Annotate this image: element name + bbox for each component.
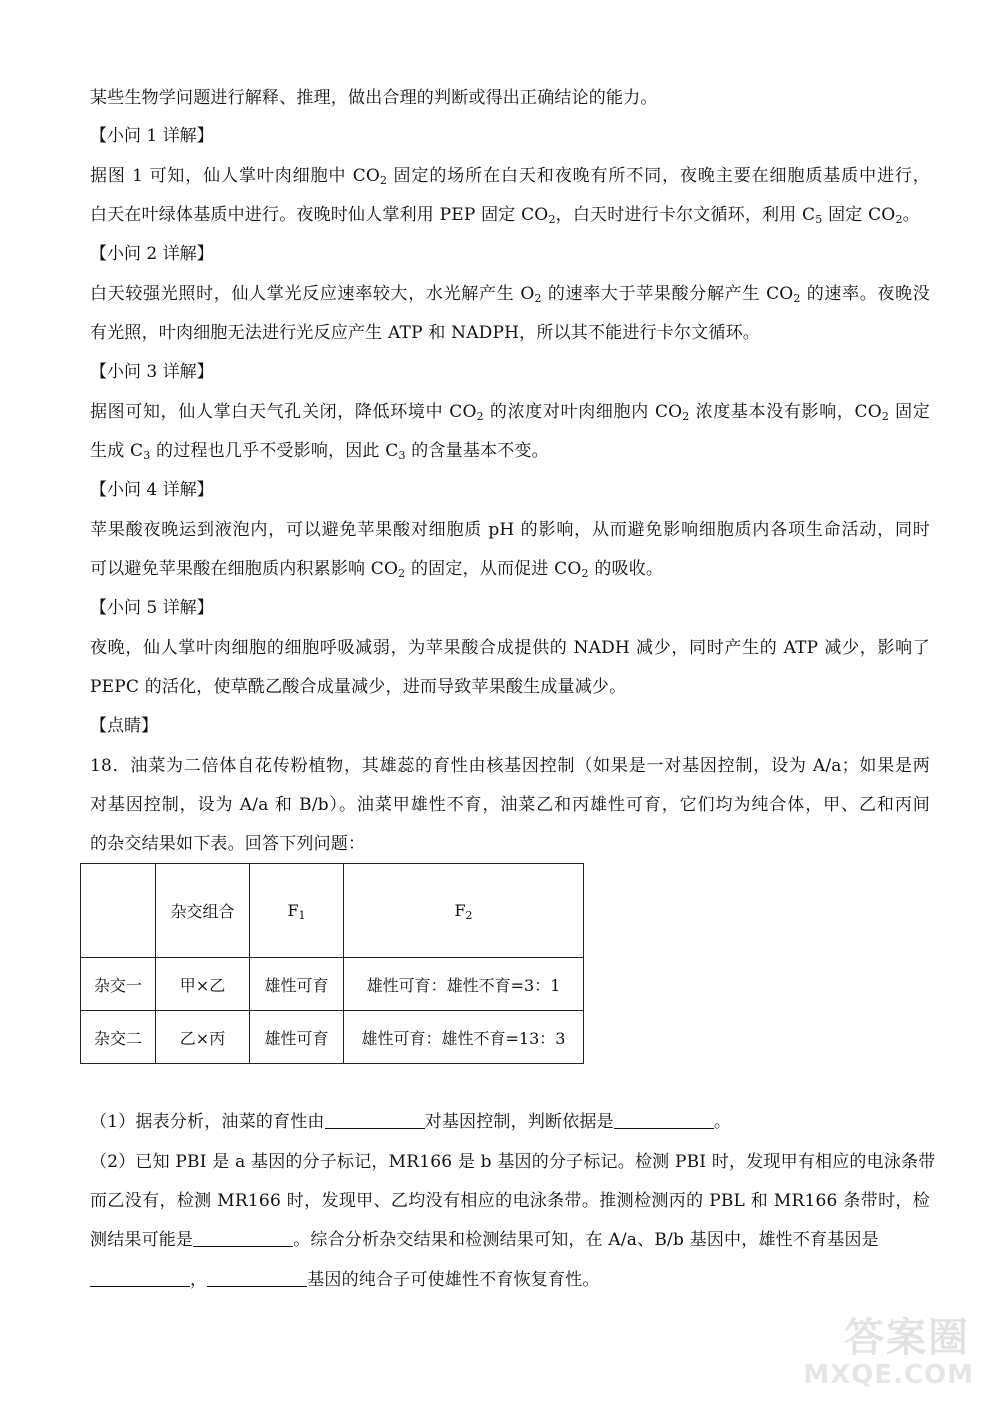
- sub-question-2-line-4: ， 基因的纯合子可使雄性不育恢复育性。: [90, 1268, 930, 1292]
- q18-line-1: 18．油菜为二倍体自花传粉植物，其雄蕊的育性由核基因控制（如果是一对基因控制，设为 A/a；如果是两: [90, 756, 930, 776]
- intro-text: 某些生物学问题进行解释、推理，做出合理的判断或得出正确结论的能力。: [90, 88, 658, 108]
- answer-blank[interactable]: [207, 1270, 307, 1287]
- q3-line-2: 生成 $C_3$ 的过程也几乎不受影响，因此 $C_3$ 的含量基本不变。: [90, 441, 549, 462]
- sub-question-2-line-2: 而乙没有，检测 MR166 时，发现甲、乙均没有相应的电泳条带。推测检测丙的 PBL 和 MR166 条带时，检: [90, 1191, 930, 1211]
- table-cell: 雄性可育: [250, 1011, 344, 1064]
- answer-blank[interactable]: [90, 1270, 190, 1287]
- table-row: [81, 1011, 584, 1064]
- q4-heading: 【小问 4 详解】: [90, 480, 214, 500]
- table-cell: 雄性可育: [250, 958, 344, 1011]
- table-header-cell: [81, 864, 156, 958]
- table-cell: 雄性可育：雄性不育=13：3: [344, 1011, 584, 1064]
- q18-line-2: 对基因控制，设为 A/a 和 B/b）。油菜甲雄性不育，油菜乙和丙雄性可育，它们均为纯合体，甲、乙和丙间: [90, 795, 930, 815]
- q2-line-2: 有光照，叶肉细胞无法进行光反应产生 ATP 和 NADPH，所以其不能进行卡尔文循环。: [90, 323, 760, 343]
- watermark-cn: 答案圈: [844, 1315, 970, 1361]
- table-header-cell: 杂交组合: [156, 864, 250, 958]
- q2-heading: 【小问 2 详解】: [90, 244, 214, 264]
- table-header-cell: $F_1$: [250, 864, 344, 958]
- watermark-logo: [788, 1302, 978, 1394]
- answer-blank[interactable]: [325, 1112, 425, 1129]
- q5-line-2: PEPC 的活化，使草酰乙酸合成量减少，进而导致苹果酸生成量减少。: [90, 677, 627, 697]
- table-header-cell: $F_2$: [344, 864, 584, 958]
- q1-heading: 【小问 1 详解】: [90, 126, 214, 146]
- answer-blank[interactable]: [193, 1230, 293, 1247]
- answer-blank[interactable]: [614, 1112, 714, 1129]
- table-row: [81, 958, 584, 1011]
- q3-line-1: 据图可知，仙人掌白天气孔关闭，降低环境中 $CO_2$ 的浓度对叶肉细胞内 $CO_2$ 浓度基本没有影响，$CO_2$ 固定: [90, 402, 931, 423]
- sub-question-2-line-1: （2）已知 PBI 是 a 基因的分子标记，MR166 是 b 基因的分子标记。检测 PBI 时，发现甲有相应的电泳条带: [90, 1152, 936, 1172]
- q1-line-1: 据图 1 可知，仙人掌叶肉细胞中 $CO_2$ 固定的场所在白天和夜晚有所不同，夜晚主要在细胞质基质中进行，: [90, 166, 930, 187]
- table-cell: 雄性可育：雄性不育=3：1: [344, 958, 584, 1011]
- q1-line-2: 白天在叶绿体基质中进行。夜晚时仙人掌利用 PEP 固定 $CO_2$，白天时进行卡尔文循环，利用 $C_5$ 固定 $CO_2$。: [90, 205, 920, 226]
- q4-line-2: 可以避免苹果酸在细胞质内积累影响 $CO_2$ 的固定，从而促进 $CO_2$ 的吸收。: [90, 559, 664, 580]
- q4-line-1: 苹果酸夜晚运到液泡内，可以避免苹果酸对细胞质 pH 的影响，从而避免影响细胞质内各项生命活动，同时: [90, 520, 930, 540]
- table-header-row: [81, 864, 584, 958]
- cross-results-table: [80, 863, 584, 1064]
- q5-line-1: 夜晚，仙人掌叶肉细胞的细胞呼吸减弱，为苹果酸合成提供的 NADH 减少，同时产生的 ATP 减少，影响了: [90, 638, 930, 658]
- q2-line-1: 白天较强光照时，仙人掌光反应速率较大，水光解产生 $O_2$ 的速率大于苹果酸分解产生 $CO_2$ 的速率。夜晚没: [90, 284, 930, 305]
- q3-heading: 【小问 3 详解】: [90, 362, 214, 382]
- q5-heading: 【小问 5 详解】: [90, 598, 214, 618]
- sub-question-1: （1）据表分析，油菜的育性由 对基因控制，判断依据是 。: [90, 1112, 732, 1132]
- table-cell: 杂交一: [81, 958, 156, 1011]
- table-cell: 杂交二: [81, 1011, 156, 1064]
- dianjing-heading: 【点睛】: [90, 716, 158, 736]
- sub-question-2-line-3: 测结果可能是 。综合分析杂交结果和检测结果可知，在 A/a、B/b 基因中，雄性不育基因是: [90, 1230, 879, 1250]
- table-cell: 乙×丙: [156, 1011, 250, 1064]
- q18-line-3: 的杂交结果如下表。回答下列问题：: [90, 834, 366, 854]
- watermark-en: MXQE.COM: [803, 1360, 974, 1390]
- table-cell: 甲×乙: [156, 958, 250, 1011]
